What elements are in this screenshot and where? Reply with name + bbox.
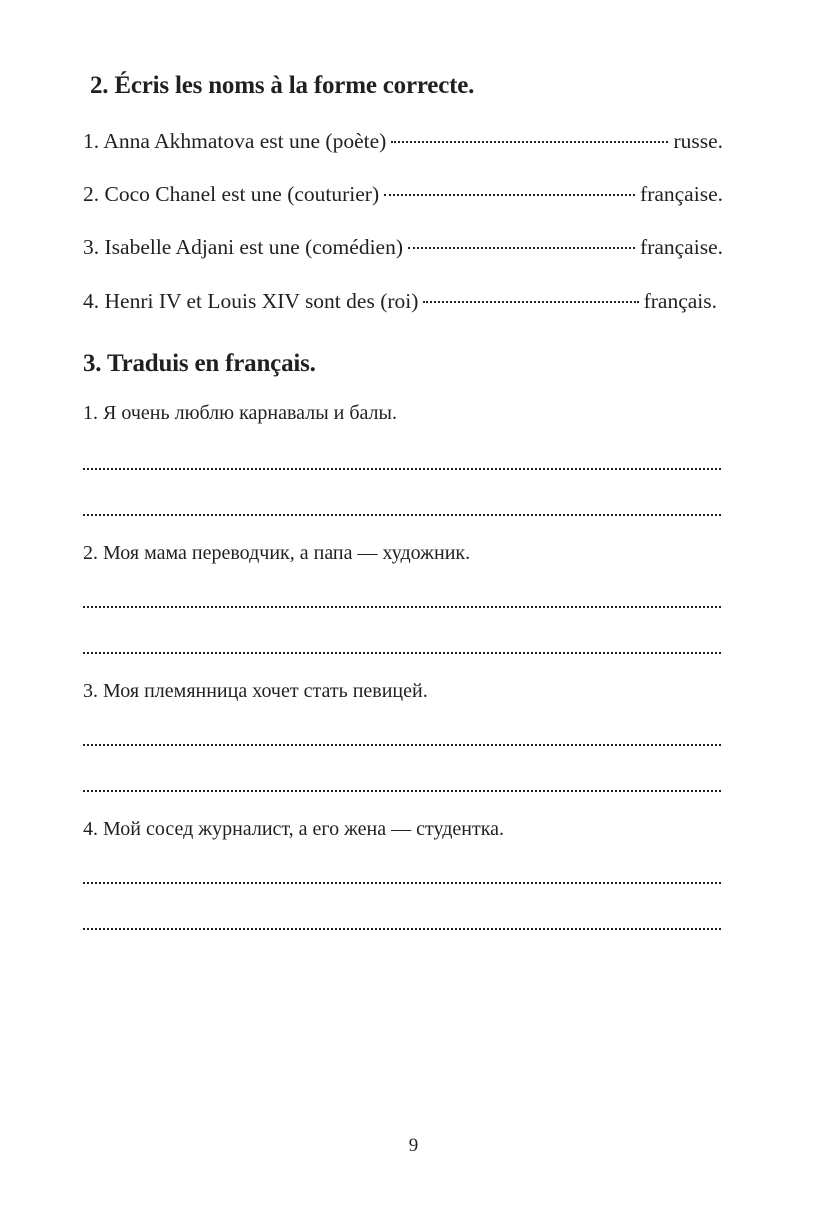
answer-line[interactable] — [83, 468, 721, 470]
translation-prompt: 3. Моя племянница хочет стать певицей. — [83, 680, 428, 702]
answer-line[interactable] — [83, 790, 721, 792]
translation-prompt: 1. Я очень люблю карнавалы и балы. — [83, 402, 397, 424]
translation-prompt: 4. Мой сосед журналист, а его жена — студентка. — [83, 818, 504, 840]
item-text: 3. Isabelle Adjani est une (comédien) — [83, 234, 404, 259]
fill-in-blank[interactable] — [408, 225, 635, 249]
fill-in-blank[interactable] — [423, 279, 638, 303]
item-text: 1. Anna Akhmatova est une (poète) — [83, 128, 387, 153]
item-text: 2. Coco Chanel est une (couturier) — [83, 181, 380, 206]
answer-line[interactable] — [83, 882, 721, 884]
exercise-2-item — [83, 230, 723, 260]
exercise-2-item — [83, 284, 717, 314]
page-number: 9 — [408, 1135, 419, 1156]
answer-line[interactable] — [83, 652, 721, 654]
fill-in-blank[interactable] — [391, 119, 668, 143]
fill-in-blank[interactable] — [384, 172, 635, 196]
translation-prompt: 2. Моя мама переводчик, а папа — художник. — [83, 542, 471, 564]
answer-line[interactable] — [83, 606, 721, 608]
item-text: 4. Henri IV et Louis XIV sont des (roi) — [83, 288, 419, 313]
item-ending: français. — [643, 288, 717, 313]
answer-line[interactable] — [83, 514, 721, 516]
answer-line[interactable] — [83, 928, 721, 930]
item-ending: russe. — [673, 128, 723, 153]
exercise-2-item — [83, 124, 723, 154]
exercise-2-item — [83, 177, 723, 207]
exercise-3-title: 3. Traduis en français. — [83, 350, 316, 377]
item-ending: française. — [640, 181, 723, 206]
item-ending: française. — [640, 234, 723, 259]
exercise-2-title: 2. Écris les noms à la forme correcte. — [90, 72, 475, 99]
answer-line[interactable] — [83, 744, 721, 746]
